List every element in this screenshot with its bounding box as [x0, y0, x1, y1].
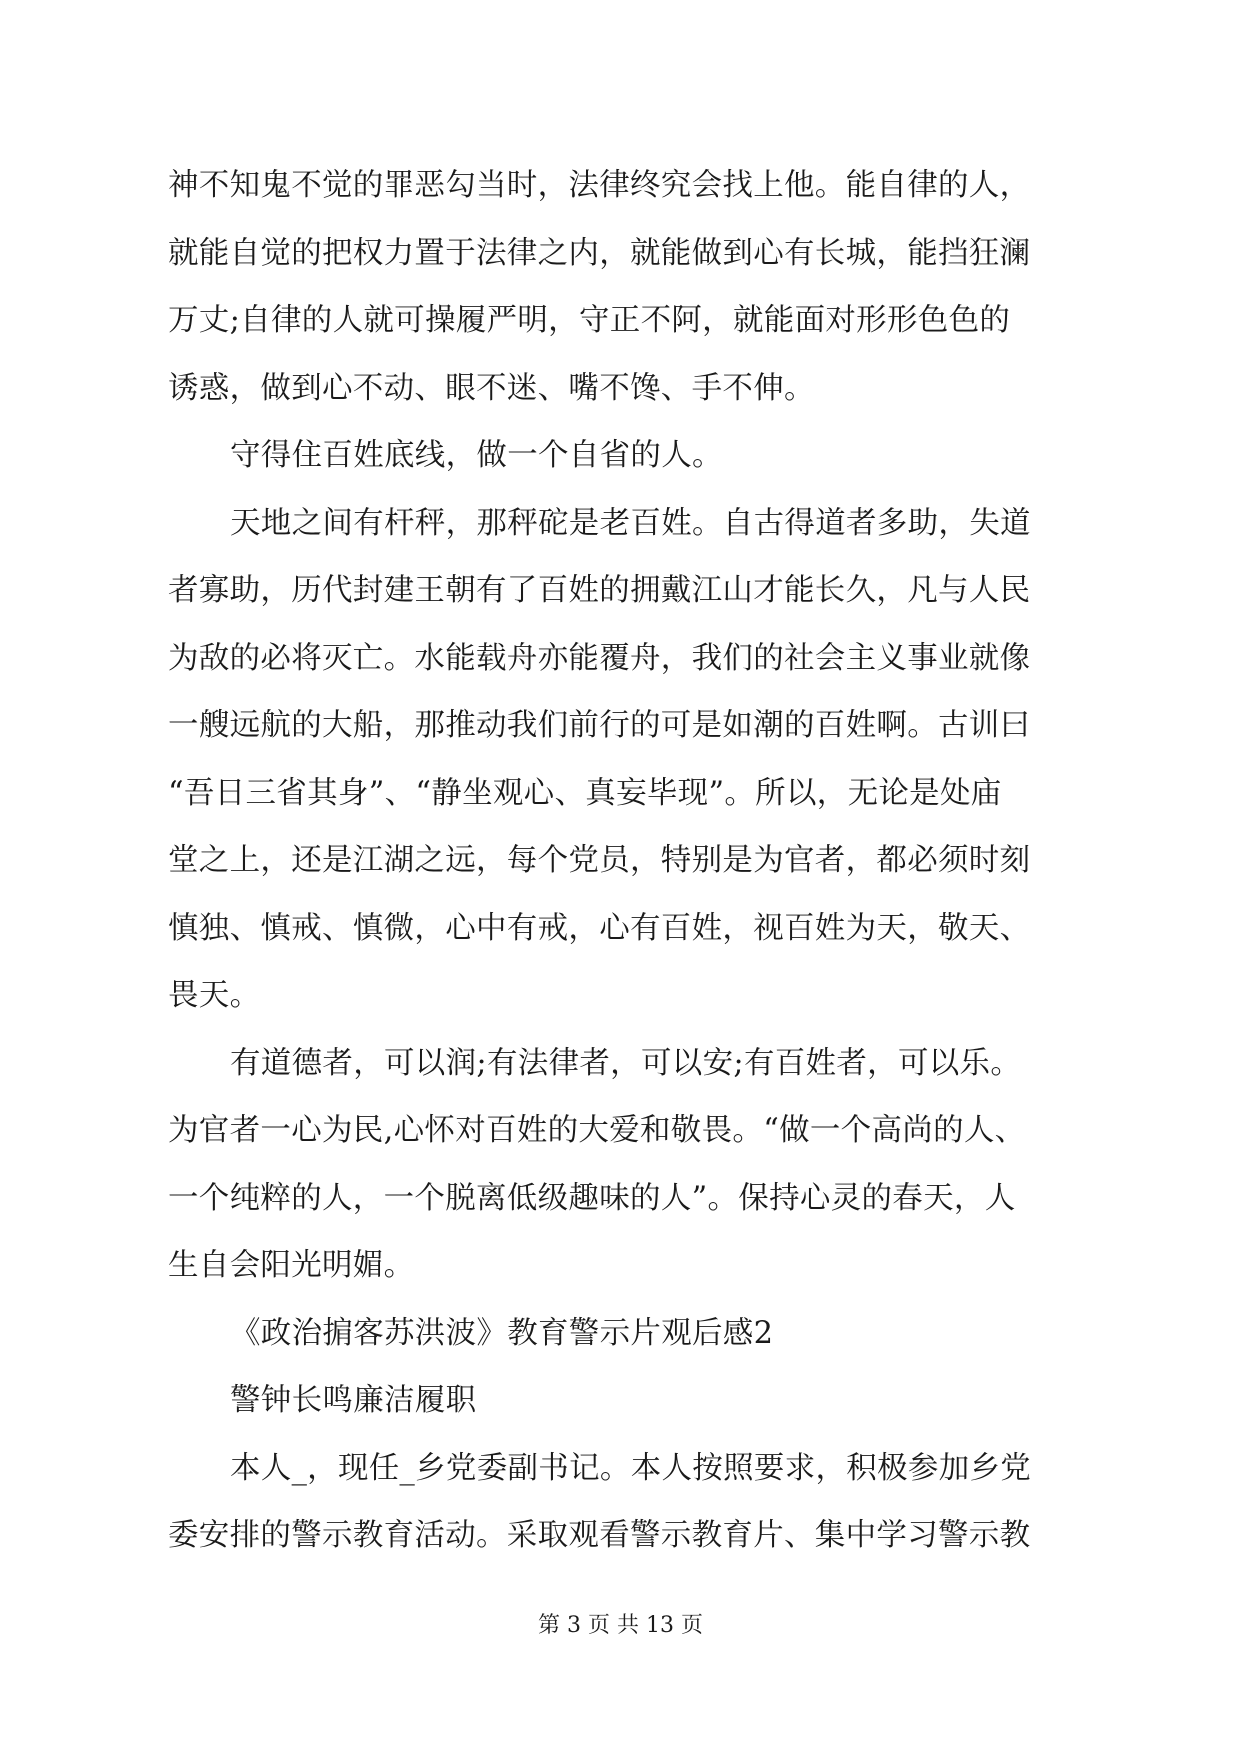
page-number-footer: 第 3 页 共 13 页	[538, 1613, 703, 1638]
text-line: 畏天。	[168, 978, 261, 1013]
text-line: 万丈;自律的人就可操履严明，守正不阿，就能面对形形色色的	[168, 303, 1011, 338]
article-title: 《政治掮客苏洪波》教育警示片观后感2	[230, 1315, 774, 1351]
article-subtitle: 警钟长鸣廉洁履职	[230, 1383, 477, 1418]
text-line: 委安排的警示教育活动。采取观看警示教育片、集中学习警示教	[168, 1518, 1031, 1553]
paragraph-start: 有道德者，可以润;有法律者，可以安;有百姓者，可以乐。	[230, 1045, 1022, 1081]
text-line: 就能自觉的把权力置于法律之内，就能做到心有长城，能挡狂澜	[168, 235, 1031, 271]
section-heading: 守得住百姓底线，做一个自省的人。	[230, 438, 723, 473]
text-line: 诱惑，做到心不动、眼不迷、嘴不馋、手不伸。	[168, 370, 815, 406]
text-line: 者寡助，历代封建王朝有了百姓的拥戴江山才能长久，凡与人民	[168, 573, 1031, 608]
text-line: 一个纯粹的人，一个脱离低级趣味的人”。保持心灵的春天，人	[168, 1180, 1016, 1216]
text-line: 慎独、慎戒、慎微，心中有戒，心有百姓，视百姓为天，敬天、	[168, 910, 1031, 946]
text-line: 生自会阳光明媚。	[168, 1248, 415, 1283]
text-line: 为敌的必将灭亡。水能载舟亦能覆舟，我们的社会主义事业就像	[168, 640, 1031, 676]
paragraph-start: 天地之间有杆秤，那秤砣是老百姓。自古得道者多助，失道	[230, 505, 1031, 541]
document-body	[168, 152, 1088, 1570]
text-line: 一艘远航的大船，那推动我们前行的可是如潮的百姓啊。古训曰	[168, 708, 1031, 743]
text-line: 为官者一心为民,心怀对百姓的大爱和敬畏。“做一个高尚的人、	[168, 1113, 1026, 1148]
text-line: 堂之上，还是江湖之远，每个党员，特别是为官者，都必须时刻	[168, 843, 1031, 878]
text-line: “吾日三省其身”、“静坐观心、真妄毕现”。所以，无论是处庙	[168, 775, 1002, 811]
paragraph-start: 本人_，现任_乡党委副书记。本人按照要求，积极参加乡党	[230, 1450, 1032, 1486]
text-line: 神不知鬼不觉的罪恶勾当时，法律终究会找上他。能自律的人，	[168, 168, 1031, 203]
